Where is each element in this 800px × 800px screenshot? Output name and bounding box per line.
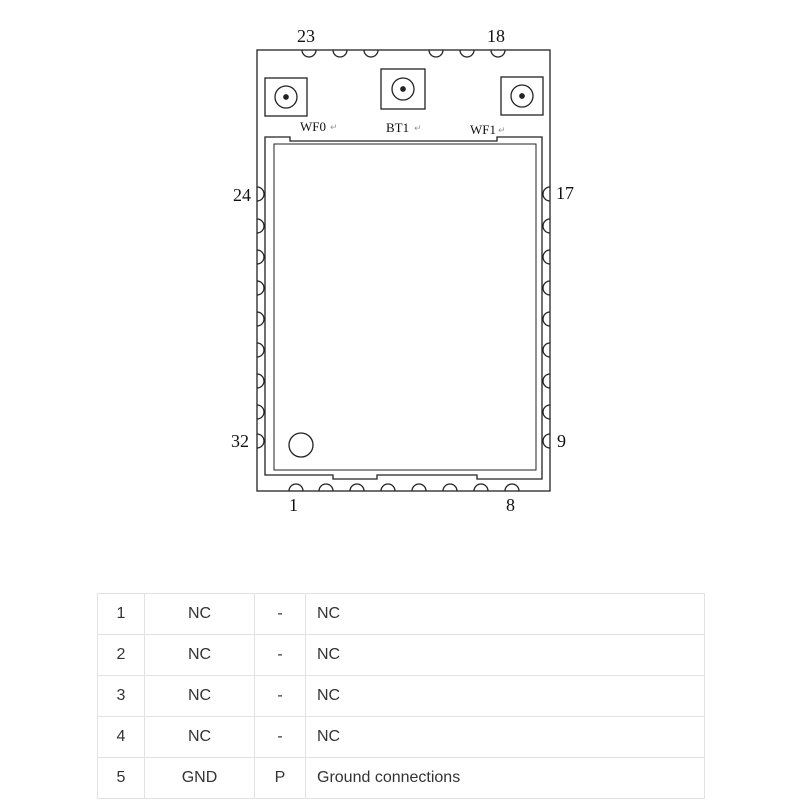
table-row [98,594,705,635]
antenna-connector-wf1 [501,77,543,115]
cell-type: - [255,717,306,758]
return-mark: ↵ [330,123,338,133]
cell-name: GND [145,758,255,799]
antenna-connector-wf0 [265,78,307,116]
castellated-pad-top [491,50,505,57]
castellated-pad-right [543,281,550,295]
cell-name: NC [145,676,255,717]
castellated-pad-top [460,50,474,57]
table-row [98,676,705,717]
cell-description: NC [306,676,705,717]
castellated-pad-left [257,187,264,201]
castellated-pad-right [543,343,550,357]
pin-label-left-bottom: 32 [231,431,249,451]
cell-pin: 4 [98,717,145,758]
castellated-pad-right [543,405,550,419]
cell-name: NC [145,594,255,635]
cell-description: NC [306,717,705,758]
cell-description: NC [306,594,705,635]
cell-name: NC [145,717,255,758]
cell-pin: 2 [98,635,145,676]
pin-definition-table [97,593,705,799]
pin-label-right-bottom: 9 [557,431,566,451]
castellated-pad-left [257,343,264,357]
castellated-pad-left [257,405,264,419]
antenna-label-wf0: WF0 [300,119,326,134]
castellated-pad-bottom [505,484,519,491]
castellated-pad-right [543,312,550,326]
cell-type: - [255,594,306,635]
castellated-pad-left [257,281,264,295]
castellated-pad-right [543,187,550,201]
castellated-pad-left [257,312,264,326]
castellated-pad-right [543,250,550,264]
castellated-pad-left [257,374,264,388]
cell-type: P [255,758,306,799]
castellated-pad-left [257,250,264,264]
cell-type: - [255,676,306,717]
cell-pin: 3 [98,676,145,717]
pin-label-bottom-right: 8 [506,495,515,515]
shield-can [265,137,542,479]
return-mark: ↵ [498,126,506,136]
pin-label-top-right: 18 [487,26,505,46]
castellated-pad-right [543,374,550,388]
castellated-pad-top [429,50,443,57]
table-row [98,717,705,758]
castellated-pad-bottom [319,484,333,491]
cell-name: NC [145,635,255,676]
castellated-pad-left [257,219,264,233]
castellated-pad-top [364,50,378,57]
cell-type: - [255,635,306,676]
castellated-pad-left [257,434,264,448]
pin-label-right-top: 17 [556,183,574,203]
return-mark: ↵ [414,124,422,134]
pin-label-left-top: 24 [233,185,251,205]
table-row [98,635,705,676]
antenna-label-bt1: BT1 [386,120,410,135]
castellated-pad-bottom [381,484,395,491]
antenna-label-wf1: WF1 [470,122,496,137]
castellated-pad-top [302,50,316,57]
pin-label-top-left: 23 [297,26,315,46]
cell-description: Ground connections [306,758,705,799]
castellated-pad-right [543,434,550,448]
pin1-marker [289,433,313,457]
antenna-connector-bt1 [381,69,425,109]
table-row [98,758,705,799]
cell-pin: 5 [98,758,145,799]
castellated-pad-bottom [350,484,364,491]
castellated-pad-bottom [474,484,488,491]
castellated-pad-right [543,219,550,233]
castellated-pad-bottom [443,484,457,491]
pin-label-bottom-left: 1 [289,495,298,515]
castellated-pad-bottom [412,484,426,491]
castellated-pad-top [333,50,347,57]
cell-pin: 1 [98,594,145,635]
castellated-pad-bottom [289,484,303,491]
cell-description: NC [306,635,705,676]
